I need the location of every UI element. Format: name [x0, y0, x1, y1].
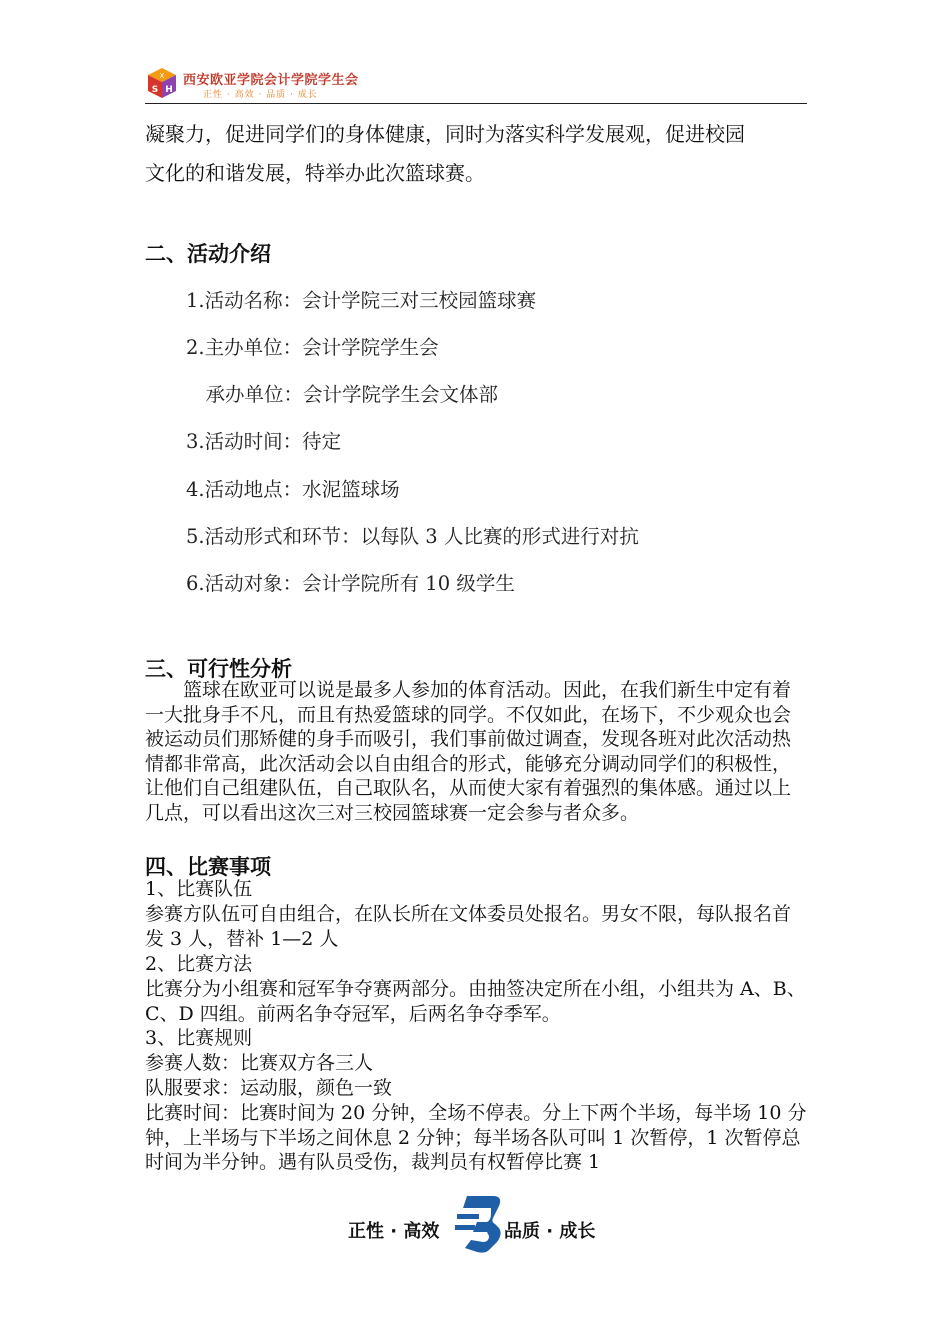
list-item: 承办单位：会计学院学生会文体部 [186, 383, 499, 406]
list-item: 6.活动对象：会计学院所有 10 级学生 [186, 572, 515, 595]
list-item: 5.活动形式和环节：以每队 3 人比赛的形式进行对抗 [186, 525, 639, 548]
svg-text:X: X [159, 72, 165, 80]
list-item: 2.主办单位：会计学院学生会 [186, 336, 439, 359]
intro-line: 文化的和谐发展，特举办此次篮球赛。 [145, 161, 485, 185]
list-item: 3.活动时间：待定 [186, 430, 342, 453]
section-heading: 四、比赛事项 [145, 855, 271, 879]
feasibility-paragraph: 篮球在欧亚可以说是最多人参加的体育活动。因此，在我们新生中定有着一大批身手不凡，而且有热爱篮球的同学。不仅如此，在场下，不少观众也会被运动员们那矫健的身手而吸引，我们事前做过调查，发现各班对此次活动热情都非常高，此次活动会以自由组合的形式，能够充分调动同学们的积极性，让他们自己组建队伍，自己取队名，从而使大家有着强烈的集体感。通过以上几点，可以看出这次三对三校园篮球赛一定会参与者众多。 [145, 679, 792, 824]
svg-text:S: S [151, 85, 159, 95]
page-header [145, 66, 807, 104]
body-paragraph: 比赛时间：比赛时间为 20 分钟，全场不停表。分上下两个半场，每半场 10 分钟，上半场与下半场之间休息 2 分钟；每半场各队可叫 1 次暂停，1 次暂停总时间为半分钟。遇有队员受伤，裁判员有权暂停比赛 1 [145, 1102, 807, 1173]
footer-logo-icon [453, 1192, 505, 1254]
section-heading: 二、活动介绍 [145, 242, 271, 266]
footer-motto-right: 品质 · 成长 [504, 1221, 596, 1242]
body-paragraph: 参赛方队伍可自由组合，在队长所在文体委员处报名。男女不限，每队报名首发 3 人，替补 1—2 人 [145, 903, 792, 950]
subsection-title: 2、比赛方法 [145, 953, 253, 975]
svg-text:H: H [165, 85, 173, 95]
list-item: 1.活动名称：会计学院三对三校园篮球赛 [186, 289, 537, 312]
student-union-logo-icon [145, 66, 179, 100]
org-motto: 正性 · 高效 · 品质 · 成长 [203, 90, 318, 100]
footer-motto-left: 正性 · 高效 [348, 1221, 440, 1242]
body-line: 队服要求：运动服，颜色一致 [145, 1077, 393, 1099]
subsection-title: 1、比赛队伍 [145, 878, 253, 900]
section-heading: 三、可行性分析 [145, 657, 292, 681]
org-name: 西安欧亚学院会计学院学生会 [183, 73, 359, 88]
list-item: 4.活动地点：水泥篮球场 [186, 478, 400, 501]
intro-line: 凝聚力，促进同学们的身体健康，同时为落实科学发展观，促进校园 [145, 122, 745, 146]
page-footer [348, 1190, 608, 1260]
header-divider [145, 103, 807, 104]
body-line: 参赛人数：比赛双方各三人 [145, 1052, 374, 1074]
body-paragraph: 比赛分为小组赛和冠军争夺赛两部分。由抽签决定所在小组，小组共为 A、B、C、D 四组。前两名争夺冠军，后两名争夺季军。 [145, 978, 806, 1025]
subsection-title: 3、比赛规则 [145, 1027, 253, 1049]
